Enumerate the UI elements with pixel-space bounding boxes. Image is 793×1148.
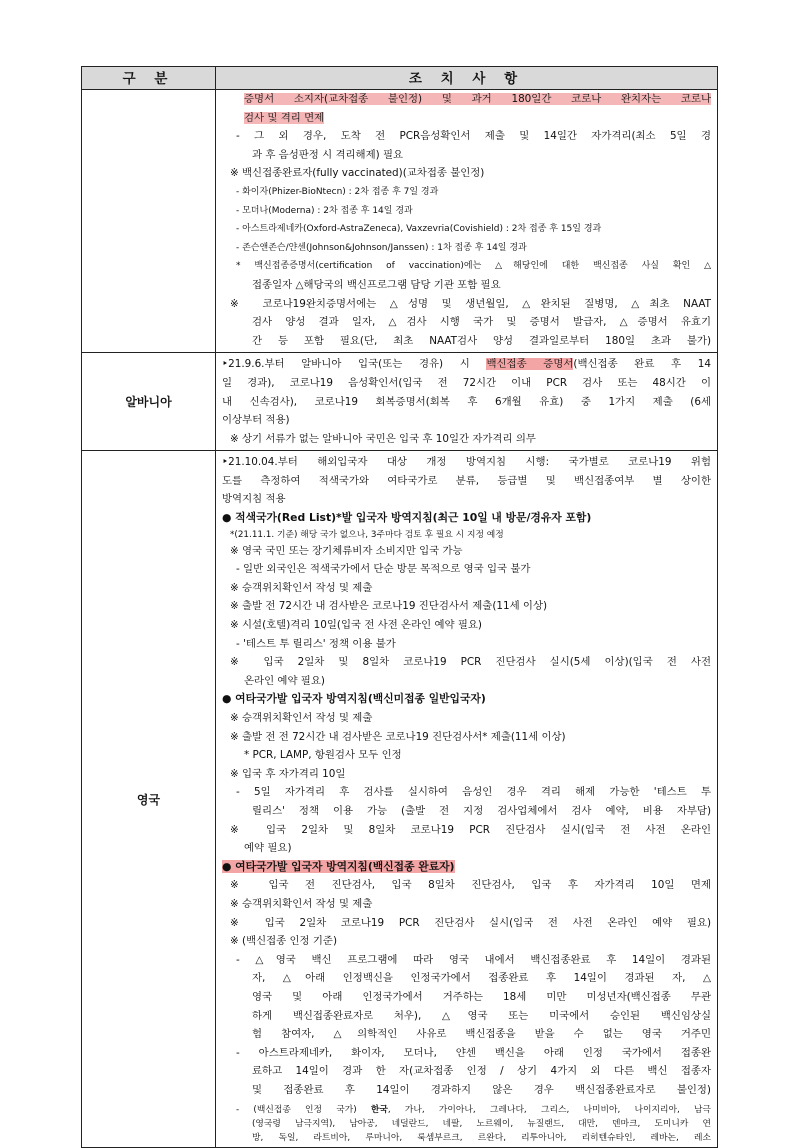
text-line: 간 등 포함 필요(단, 최초 NAAT검사 양성 결과일로부터 180일 초과 불가) [252, 334, 711, 347]
measures-table-sheet [81, 66, 718, 1144]
text-line: * 백신접종증명서(certification of vaccination)에는 △해당인에 대한 백신접종 사실 확인 △ [236, 261, 711, 272]
section-title-unvaccinated: ● 여타국가발 입국자 방역지침(백신미접종 일반입국자) [222, 692, 486, 706]
text-line: * PCR, LAMP, 항원검사 모두 인정 [244, 749, 402, 762]
text-line: ※ 영국 국민 또는 장기체류비자 소비지만 입국 가능 [230, 544, 463, 557]
text-line: - '테스트 투 릴리스' 정책 이용 불가 [236, 637, 396, 650]
text-line: ‣21.10.04.부터 해외입국자 대상 개정 방역지침 시행: 국가별로 코로나19 위험 [222, 456, 711, 469]
text-line: ※ 출발 전 72시간 내 검사받은 코로나19 진단검사서 제출(11세 이상) [230, 600, 548, 613]
table-row-continued [82, 90, 718, 353]
text-line: - 일반 외국인은 적색국가에서 단순 방문 목적으로 영국 입국 불가 [236, 563, 531, 576]
text-line: 영국 및 아래 인정국가에서 거주하는 18세 미만 미성년자(백신접종 무관 [252, 990, 711, 1003]
header-measures: 조 치 사 항 [216, 67, 718, 90]
text-line: ※ 입국 전 진단검사, 입국 8일차 진단검사, 입국 후 자가격리 10일 면제 [230, 879, 711, 892]
section-title-vaccinated: ● 여타국가발 입국자 방역지침(백신접종 완료자) [222, 859, 455, 873]
text-line: - (백신접종 인정 국가) 한국, 가나, 가이아나, 그레나다, 그리스, 나미비아, 나이지리아, 남극 [236, 1105, 711, 1116]
measures-cell-continued [216, 90, 718, 353]
text-line: - 아스트라제네카, 화이자, 모더나, 얀센 백신을 아래 인정 국가에서 접종완 [236, 1046, 711, 1059]
text-line: - 아스트라제네카(Oxford-AstraZeneca), Vaxzevria(Covishield) : 2차 접종 후 15일 경과 [236, 224, 602, 235]
text-line: - △영국 백신 프로그램에 따라 영국 내에서 백신접종완료 후 14일이 경과된 [236, 953, 711, 966]
country-cell-empty [82, 90, 216, 353]
text-line: 이상부터 적용) [222, 414, 290, 427]
text-line: 검사 양성 결과 일자, △검사 시행 국가 및 증명서 발급자, △증명서 유효기 [252, 316, 711, 329]
text-line: ※ (백신접종 인정 기준) [230, 935, 338, 948]
text-line: 검사 및 격리 면제 [244, 111, 325, 124]
text-line: - 존슨앤존슨/얀센(Johnson&Johnson/Janssen) : 1차 접종 후 14일 경과 [236, 242, 527, 253]
text-line: 온라인 예약 필요) [244, 674, 325, 687]
table-row-uk [82, 451, 718, 1148]
text-line: 자, △아래 인정백신을 인정국가에서 접종완료 후 14일이 경과된 자, △ [252, 972, 711, 985]
text-line: - 5일 자가격리 후 검사를 실시하여 음성인 경우 격리 해제 가능한 '테스트 투 [236, 786, 711, 799]
text-line: 료하고 14일이 경과 한 자(교차접종 인정 / 상기 4가지 외 다른 백신 접종자 [252, 1065, 711, 1078]
text-line: ※ 상기 서류가 없는 알바니아 국민은 입국 후 10일간 자가격리 의무 [230, 432, 536, 445]
measures-cell-uk [216, 451, 718, 1148]
text-line: ※ 백신접종완료자(fully vaccinated)(교차접종 불인정) [230, 167, 485, 180]
text-line: *(21.11.1. 기준) 해당 국가 없으나, 3주마다 검토 후 필요 시 지정 예정 [230, 529, 504, 540]
text-line: ※ 입국 2일차 및 8일차 코로나19 PCR 진단검사 실시(5세 이상)(입국 전 사전 [230, 656, 711, 669]
text-line: ※ 승객위치확인서 작성 및 제출 [230, 712, 373, 724]
text-line: - 그 외 경우, 도착 전 PCR음성확인서 제출 및 14일간 자가격리(최소 5일 경 [236, 130, 711, 143]
text-line: 예약 필요) [244, 842, 292, 855]
text-line: ※ 출발 전 전 72시간 내 검사받은 코로나19 진단검사서* 제출(11세 이상) [230, 730, 566, 743]
text-line: - 모더나(Moderna) : 2차 접종 후 14일 경과 [236, 205, 413, 216]
text-line: ‣21.9.6.부터 알바니아 입국(또는 경유) 시 백신접종 증명서(백신접종 완료 후 14 [222, 358, 711, 371]
text-line: 증명서 소지자(교차접종 불인정) 및 과거 180일간 코로나 완치자는 코로나 [244, 93, 711, 105]
text-line: ※ 승객위치확인서 작성 및 제출 [230, 897, 373, 910]
section-title-red-list: ● 적색국가(Red List)*발 입국자 방역지침(최근 10일 내 방문/경유자 포함) [222, 511, 592, 525]
text-line: 일 경과), 코로나19 음성확인서(입국 전 72시간 이내 PCR 검사 또는 48시간 이 [222, 376, 711, 389]
measures-cell-albania [216, 353, 718, 451]
text-line: ※ 입국 2일차 코로나19 PCR 진단검사 실시(입국 전 사전 온라인 예약 필요) [230, 916, 711, 929]
table-row-albania [82, 353, 718, 451]
text-line: - 화이자(Phizer-BioNtecn) : 2차 접종 후 7일 경과 [236, 186, 439, 197]
text-line: ※ 승객위치확인서 작성 및 제출 [230, 581, 373, 594]
text-line: 내 신속검사), 코로나19 회복증명서(회복 후 6개월 유효) 중 1가지 제출 (6세 [222, 395, 711, 408]
table-header-row [82, 67, 718, 90]
country-name-albania: 알바니아 [82, 353, 216, 451]
text-line: 방역지침 적용 [222, 493, 286, 506]
text-line: 접종일자 △해당국의 백신프로그램 담당 기관 포함 필요 [252, 278, 501, 291]
text-line: 하게 백신접종완료자로 처우), △영국 또는 미국에서 승인된 백신임상실 [252, 1009, 711, 1022]
country-name-uk: 영국 [82, 451, 216, 1148]
measures-table [81, 66, 718, 1148]
text-line: (영국령 남극지역), 남아공, 네덜란드, 네팔, 노르웨이, 뉴질랜드, 대만, 덴마크, 도미니카 연 [252, 1119, 711, 1130]
text-line: ※ 코로나19완치증명서에는 △성명 및 생년월일, △완치된 질병명, △최초 NAAT [230, 297, 711, 310]
text-line: 방, 독일, 라트비아, 루마니아, 룩셈부르크, 르완다, 리투아니아, 리히텐슈타인, 레바논, 레소 [252, 1133, 711, 1144]
country-korea: 한국 [370, 1105, 388, 1116]
text-line: 과 후 음성판정 시 격리해제) 필요 [252, 148, 404, 161]
text-line: ※ 입국 2일차 및 8일차 코로나19 PCR 진단검사 실시(입국 전 사전 온라인 [230, 823, 711, 836]
text-line: ※ 시설(호텔)격리 10일(입국 전 사전 온라인 예약 필요) [230, 619, 482, 632]
text-line: 릴리스' 정책 이용 가능 (출발 전 지정 검사업체에서 검사 예약, 비용 자부담) [252, 804, 711, 817]
text-line: 도를 측정하여 적색국가와 여타국가로 분류, 등급별 및 백신접종여부 별 상이한 [222, 474, 711, 487]
text-line: 험 참여자, △의학적인 사유로 백신접종을 받을 수 없는 영국 거주민 [252, 1028, 711, 1041]
header-category: 구 분 [82, 67, 216, 90]
text-line: ※ 입국 후 자가격리 10일 [230, 767, 346, 780]
text-line: 및 접종완료 후 14일이 경과하지 않은 경우 백신접종완료자로 불인정) [252, 1083, 711, 1096]
